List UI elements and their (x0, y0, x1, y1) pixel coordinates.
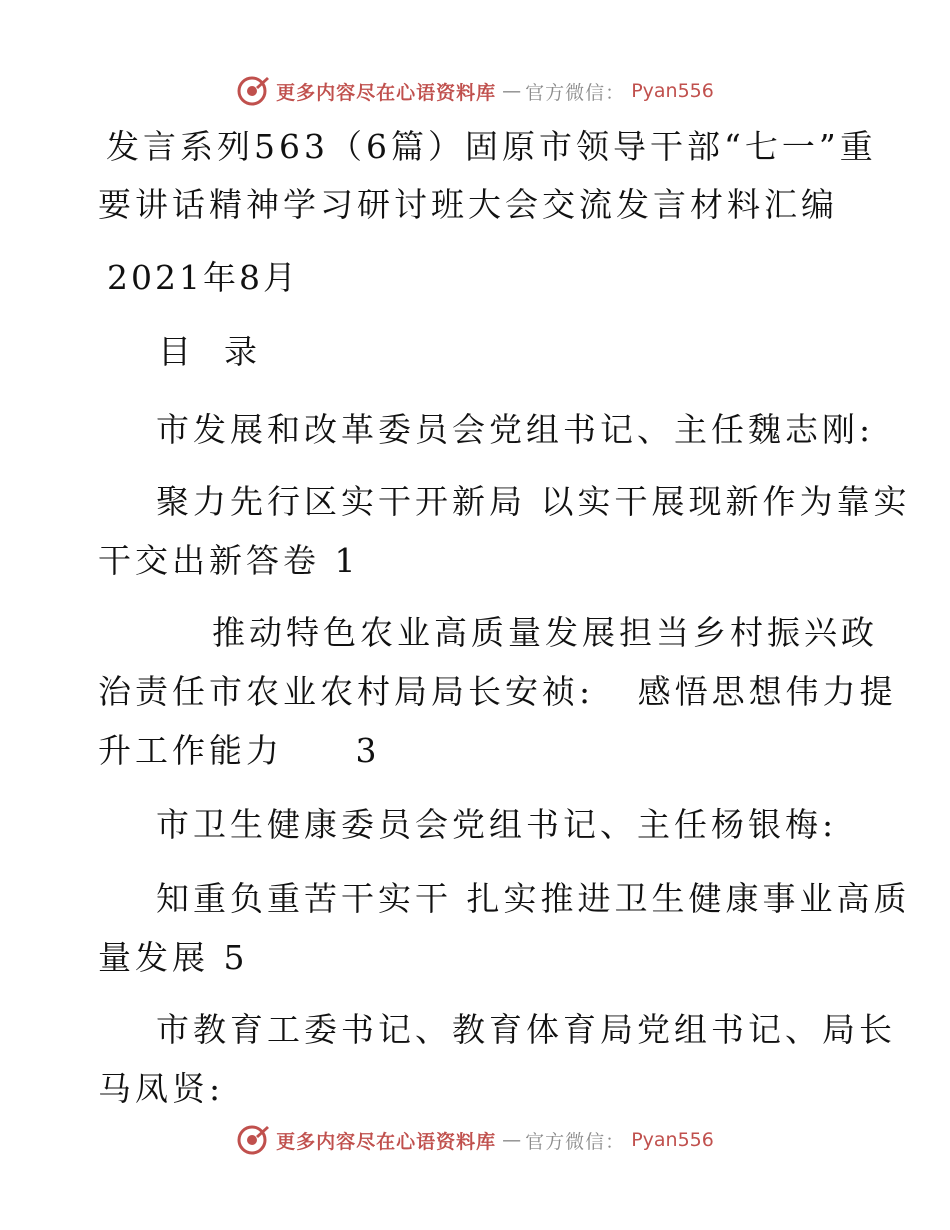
pen-logo-icon (236, 74, 270, 108)
watermark-separator: — (502, 80, 520, 102)
watermark-account: Pyan556 (631, 1129, 714, 1151)
toc-entry-2-line-3: 升工作能力 3 (98, 731, 381, 770)
toc-entry-title-1-line-2: 干交出新答卷 1 (98, 541, 360, 580)
toc-entry-speaker-5-line-1: 市教育工委书记、教育体育局党组书记、局长 (156, 1010, 896, 1049)
pen-logo-icon (236, 1123, 270, 1157)
watermark-banner-top (0, 71, 950, 111)
toc-entry-speaker-1: 市发展和改革委员会党组书记、主任魏志刚: (156, 410, 875, 449)
watermark-wechat-label: 官方微信： (525, 1130, 626, 1153)
toc-entry-title-1-line-1: 聚力先行区实干开新局 以实干展现新作为靠实 (156, 482, 911, 521)
watermark-separator: — (502, 1129, 520, 1151)
toc-heading: 目 录 (158, 332, 261, 371)
document-title-line-1: 发言系列563（6篇）固原市领导干部“七一”重 (106, 127, 877, 166)
toc-entry-2-line-1: 推动特色农业高质量发展担当乡村振兴政 (212, 613, 878, 652)
toc-entry-title-4-line-2: 量发展 5 (98, 938, 249, 977)
toc-entry-speaker-3: 市卫生健康委员会党组书记、主任杨银梅: (156, 805, 838, 844)
watermark-banner-bottom (0, 1120, 950, 1160)
document-date: 2021年8月 (107, 258, 299, 297)
watermark-brand: 更多内容尽在心语资料库 (276, 1130, 497, 1153)
toc-entry-title-4-line-1: 知重负重苦干实干 扎实推进卫生健康事业高质 (156, 879, 911, 918)
toc-entry-speaker-5-line-2: 马凤贤: (98, 1069, 225, 1108)
document-title-line-2: 要讲话精神学习研讨班大会交流发言材料汇编 (98, 185, 838, 224)
watermark-brand: 更多内容尽在心语资料库 (276, 81, 497, 104)
watermark-account: Pyan556 (631, 80, 714, 102)
toc-entry-2-line-2: 治责任市农业农村局局长安祯: 感悟思想伟力提 (98, 672, 897, 711)
watermark-wechat-label: 官方微信： (525, 81, 626, 104)
